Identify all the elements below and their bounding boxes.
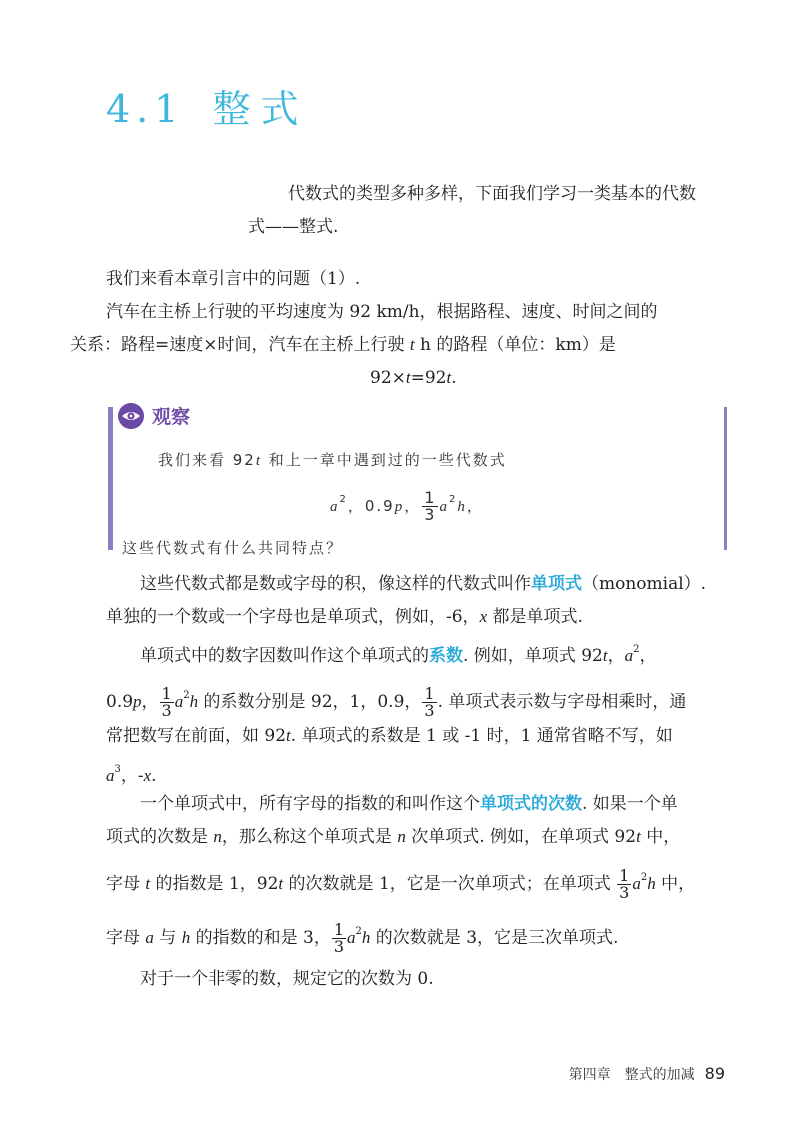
paragraph-1: 我们来看本章引言中的问题（1）.: [106, 269, 361, 289]
paragraph-4-line-1: 单项式中的数字因数叫作这个单项式的系数. 例如，单项式 92t，$a^2$，: [140, 644, 657, 666]
page-number: 89: [704, 1064, 725, 1083]
chapter-label: 第四章 整式的加减: [568, 1067, 695, 1083]
paragraph-3-line-2: 单独的一个数或一个字母也是单项式，例如，-6，x 都是单项式.: [106, 607, 583, 627]
page-footer: [569, 1064, 725, 1084]
paragraph-5-line-2: 项式的次数是 n，那么称这个单项式是 n 次单项式. 例如，在单项式 92t 中，: [106, 827, 681, 847]
paragraph-6: 对于一个非零的数，规定它的次数为 0.: [140, 969, 434, 989]
paragraph-4-line-4: $a^3$，-x.: [106, 764, 157, 786]
observe-expressions: $a^2$，0.9p， $\frac{1}{3}$ $a^2h$，: [330, 488, 484, 524]
formula-distance: 92×t=92t.: [370, 368, 457, 388]
observe-left-bar: [108, 407, 113, 550]
term-coefficient: 系数: [429, 646, 463, 666]
fraction-one-third: $\frac{1}{3}$: [424, 488, 437, 524]
intro-line-1: 代数式的类型多种多样，下面我们学习一类基本的代数: [288, 184, 696, 204]
section-title: 整式: [212, 87, 309, 131]
term-monomial: 单项式: [531, 574, 582, 594]
observe-right-bar: [724, 407, 727, 550]
paragraph-3-line-1: 这些代数式都是数或字母的积，像这样的代数式叫作单项式（monomial）.: [140, 574, 707, 594]
paragraph-2-line-2: 关系：路程=速度×时间，汽车在主桥上行驶 t h 的路程（单位：km）是: [70, 335, 616, 355]
paragraph-5-line-4: 字母 a 与 h 的指数的和是 3， $\frac{1}{3}$ $a^2h$ 的次数就是 3，它是三次单项式.: [106, 920, 619, 956]
paragraph-2-line-1: 汽车在主桥上行驶的平均速度为 92 km/h，根据路程、速度、时间之间的: [106, 302, 658, 322]
paragraph-4-line-3: 常把数写在前面，如 92t. 单项式的系数是 1 或 -1 时，1 通常省略不写，如: [106, 726, 673, 746]
observe-header: [118, 402, 190, 429]
section-number: 4.1: [106, 87, 185, 131]
term-degree: 单项式的次数: [480, 794, 582, 814]
observe-line-1: 我们来看 92t 和上一章中遇到过的一些代数式: [158, 451, 507, 469]
paragraph-5-line-1: 一个单项式中，所有字母的指数的和叫作这个单项式的次数. 如果一个单: [140, 794, 678, 814]
eye-icon: [118, 403, 144, 429]
intro-line-2: 式——整式.: [248, 217, 339, 237]
observe-question: 这些代数式有什么共同特点？: [122, 539, 344, 557]
section-heading: [106, 78, 308, 133]
paragraph-4-line-2: 0.9p， $\frac{1}{3}$ $a^2h$ 的系数分别是 92，1，0.9， $\frac{1}{3}$ . 单项式表示数与字母相乘时，通: [106, 684, 687, 720]
observe-title: 观察: [152, 406, 191, 428]
paragraph-5-line-3: 字母 t 的指数是 1，92t 的次数就是 1，它是一次单项式；在单项式 $\frac{1}{3}$ $a^2h$ 中，: [106, 866, 696, 902]
